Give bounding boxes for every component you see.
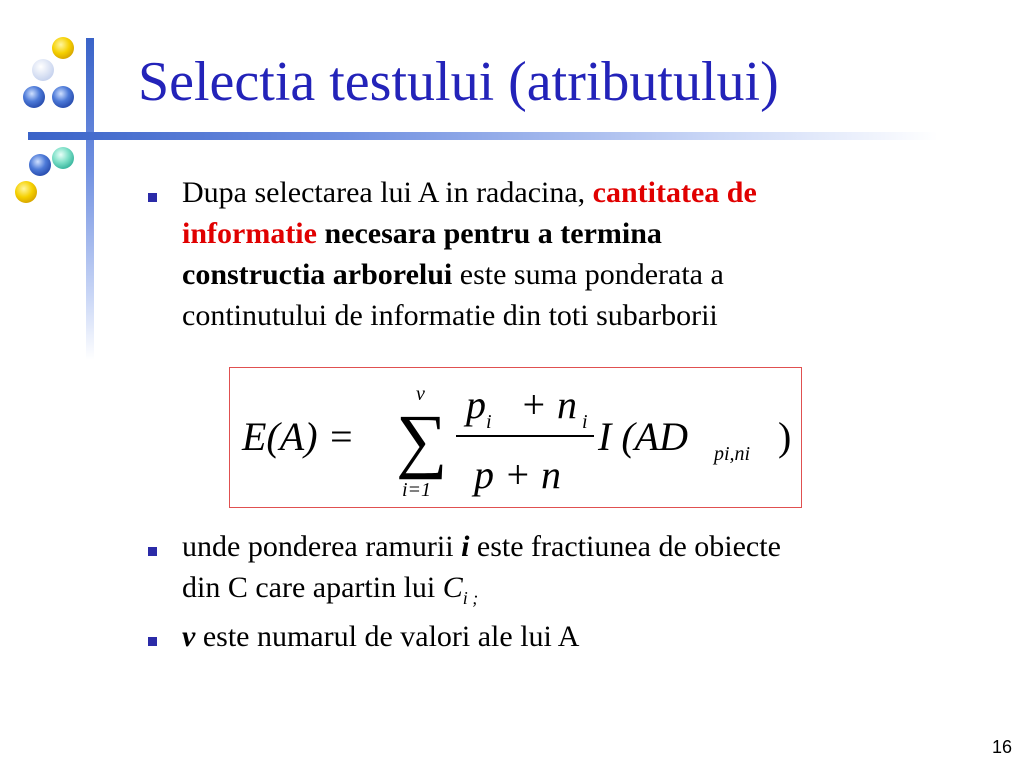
formula-num-plus-n: + n — [520, 382, 577, 427]
dot-yellow-top — [52, 37, 74, 59]
dot-white — [32, 59, 54, 81]
formula-denominator: p + n — [474, 452, 561, 497]
dot-yellow-bottom — [15, 181, 37, 203]
bullet-text-3: v este numarul de valori ale lui A — [182, 620, 580, 653]
bullet-marker-3 — [148, 637, 157, 646]
formula-sum-upper: v — [416, 383, 425, 405]
formula-close-paren: ) — [778, 414, 792, 459]
dot-blue-lower — [29, 154, 51, 176]
bullet-marker-1 — [148, 193, 157, 202]
formula-sum-sign: ∑ — [396, 400, 448, 480]
formula-num-sub-i: i — [486, 411, 492, 433]
entropy-formula — [230, 368, 801, 507]
dot-blue-right — [52, 86, 74, 108]
dot-blue-left — [23, 86, 45, 108]
formula-function: I (AD — [598, 414, 688, 459]
dot-teal — [52, 147, 74, 169]
accent-vertical-bar — [86, 38, 94, 360]
formula-lhs: E(A) = — [242, 414, 355, 459]
formula-sum-lower: i=1 — [402, 479, 432, 501]
formula-num-sub-i2: i — [582, 411, 588, 433]
formula-function-sub: pi,ni — [714, 443, 751, 465]
bullet-text-2: unde ponderea ramurii i este fractiunea de obiecte din C care apartin lui $C_{i ;}$ — [182, 530, 781, 608]
page-number: 16 — [991, 737, 1012, 757]
bullet-text-1: Dupa selectarea lui A in radacina, cantitatea de informatie necesara pentru a termina constructia arborelui este suma ponderata a continutului de informatie din toti subarborii — [182, 176, 757, 332]
slide-title: Selectia testului (atributului) — [138, 51, 779, 113]
formula-box — [229, 367, 802, 508]
accent-horizontal-bar — [28, 132, 938, 140]
bullet-marker-2 — [148, 547, 157, 556]
decorative-dots — [0, 0, 90, 220]
formula-num-p: p — [466, 382, 486, 427]
